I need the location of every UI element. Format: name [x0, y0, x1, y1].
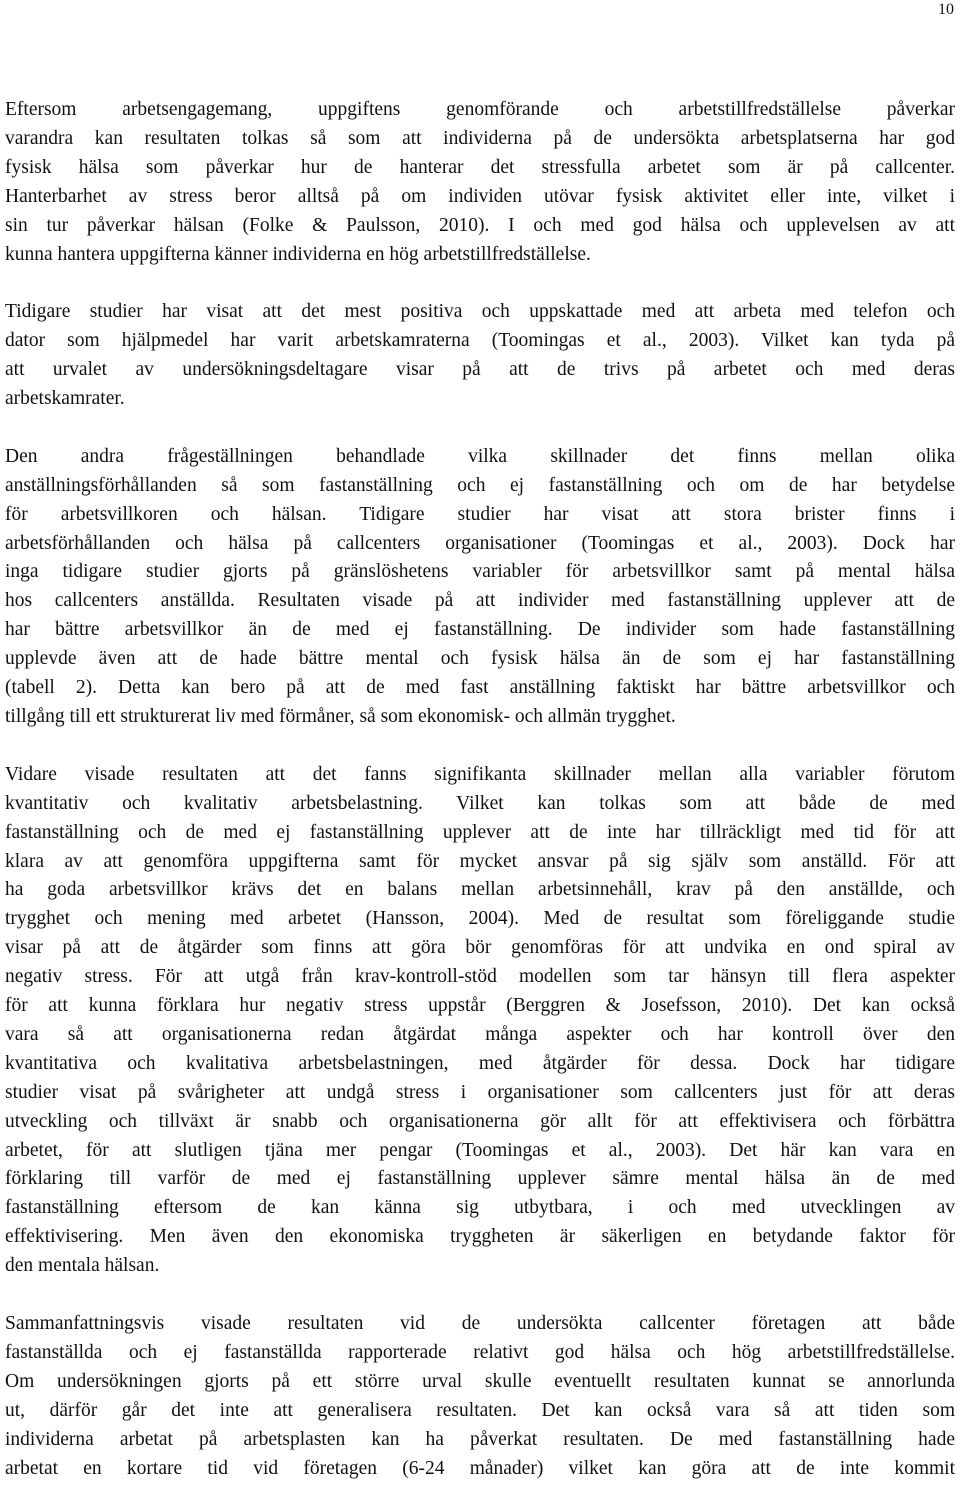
text-line: Den andra frågeställningen behandlade vilka skillnader det finns mellan olika: [5, 445, 955, 467]
paragraph-2: [5, 298, 955, 414]
text-line: har bättre arbetsvillkor än de med ej fastanställning. De individer som hade fastanställning: [5, 619, 955, 641]
text-line: effektivisering. Men även den ekonomiska tryggheten är säkerligen en betydande faktor för: [5, 1226, 955, 1248]
text-line: hos callcenters anställda. Resultaten visade på att individer med fastanställning upplever att de: [5, 590, 955, 612]
text-line: den mentala hälsan.: [5, 1255, 160, 1277]
text-line: arbetsförhållanden och hälsa på callcenters organisationer (Toomingas et al., 2003). Dock har: [5, 532, 955, 554]
text-line: (tabell 2). Detta kan bero på att de med fast anställning faktiskt har bättre arbetsvillkor och: [5, 677, 955, 699]
text-line: för att kunna förklara hur negativ stress uppstår (Berggren & Josefsson, 2010). Det kan också: [5, 995, 955, 1017]
text-line: studier visat på svårigheter att undgå stress i organisationer som callcenters just för att deras: [5, 1081, 955, 1103]
text-line: arbetat en kortare tid vid företagen (6-24 månader) vilket kan göra att de inte kommit: [5, 1457, 955, 1479]
text-line: trygghet och mening med arbetet (Hansson, 2004). Med de resultat som föreliggande studie: [5, 908, 955, 930]
text-line: klara av att genomföra uppgifterna samt för mycket ansvar på sig själv som anställd. För att: [5, 850, 955, 872]
text-line: individerna arbetat på arbetsplasten kan ha påverkat resultaten. De med fastanställning hade: [5, 1428, 955, 1450]
text-line: förklaring till varför de med ej fastanställning upplever sämre mental hälsa än de med: [5, 1168, 955, 1190]
text-line: ut, därför går det inte att generalisera resultaten. Det kan också vara så att tiden som: [5, 1399, 955, 1421]
text-line: fastanställning och de med ej fastanställning upplever att de inte har tillräckligt med tid för att: [5, 821, 955, 843]
paragraph-4: [5, 761, 955, 1281]
text-line: anställningsförhållanden så som fastanställning och ej fastanställning och om de har betydelse: [5, 474, 955, 496]
text-line: upplevde även att de hade bättre mental och fysisk hälsa än de som ej har fastanställning: [5, 648, 955, 670]
paragraph-3: [5, 443, 955, 732]
text-line: utveckling och tillväxt är snabb och organisationerna gör allt för att effektivisera och förbättra: [5, 1110, 955, 1132]
text-line: Tidigare studier har visat att det mest positiva och uppskattade med att arbeta med telefon och: [5, 301, 955, 323]
text-line: fastanställning eftersom de kan känna sig utbytbara, i och med utvecklingen av: [5, 1197, 955, 1219]
text-line: vara så att organisationerna redan åtgärdat många aspekter och har kontroll över den: [5, 1023, 955, 1045]
paragraph-1: [5, 96, 955, 269]
body-text: [5, 96, 955, 1488]
text-line: att urvalet av undersökningsdeltagare visar på att de trivs på arbetet och med deras: [5, 359, 955, 381]
text-line: Vidare visade resultaten att det fanns signifikanta skillnader mellan alla variabler förutom: [5, 763, 955, 785]
text-line: kvantitativ och kvalitativ arbetsbelastning. Vilket kan tolkas som att både de med: [5, 792, 955, 814]
text-line: kunna hantera uppgifterna känner individerna en hög arbetstillfredställelse.: [5, 243, 591, 265]
text-line: tillgång till ett strukturerat liv med förmåner, så som ekonomisk- och allmän trygghet.: [5, 706, 676, 727]
paragraph-5: [5, 1310, 955, 1483]
text-line: fysisk hälsa som påverkar hur de hanterar det stressfulla arbetet som är på callcenter.: [5, 156, 955, 178]
text-line: Om undersökningen gjorts på ett större urval skulle eventuellt resultaten kunnat se annorlunda: [5, 1370, 955, 1392]
page-number: 10: [938, 1, 954, 18]
text-line: kvantitativa och kvalitativa arbetsbelastningen, med åtgärder för dessa. Dock har tidigare: [5, 1052, 955, 1074]
text-line: Eftersom arbetsengagemang, uppgiftens genomförande och arbetstillfredställelse påverkar: [5, 99, 955, 120]
text-line: varandra kan resultaten tolkas så som att individerna på de undersökta arbetsplatserna har god: [5, 127, 955, 149]
text-line: Hanterbarhet av stress beror alltså på om individen utövar fysisk aktivitet eller inte, vilket i: [5, 185, 955, 207]
text-line: arbetet, för att slutligen tjäna mer pengar (Toomingas et al., 2003). Det här kan vara en: [5, 1139, 955, 1161]
text-line: för arbetsvillkoren och hälsan. Tidigare studier har visat att stora brister finns i: [5, 503, 955, 525]
text-line: negativ stress. För att utgå från krav-kontroll-stöd modellen som tar hänsyn till flera aspekter: [5, 966, 955, 988]
text-line: fastanställda och ej fastanställda rapporterade relativt god hälsa och hög arbetstillfredställelse.: [5, 1341, 955, 1363]
text-line: inga tidigare studier gjorts på gränslöshetens variabler för arbetsvillkor samt på mental hälsa: [5, 561, 955, 583]
text-line: dator som hjälpmedel har varit arbetskamraterna (Toomingas et al., 2003). Vilket kan tyda på: [5, 330, 955, 352]
text-line: arbetskamrater.: [5, 388, 125, 410]
text-line: sin tur påverkar hälsan (Folke & Paulsson, 2010). I och med god hälsa och upplevelsen av att: [5, 214, 955, 236]
text-line: ha goda arbetsvillkor krävs det en balans mellan arbetsinnehåll, krav på den anställde, och: [5, 879, 955, 901]
text-line: visar på att de åtgärder som finns att göra bör genomföras för att undvika en ond spiral av: [5, 937, 955, 959]
text-line: Sammanfattningsvis visade resultaten vid de undersökta callcenter företagen att både: [5, 1313, 955, 1334]
